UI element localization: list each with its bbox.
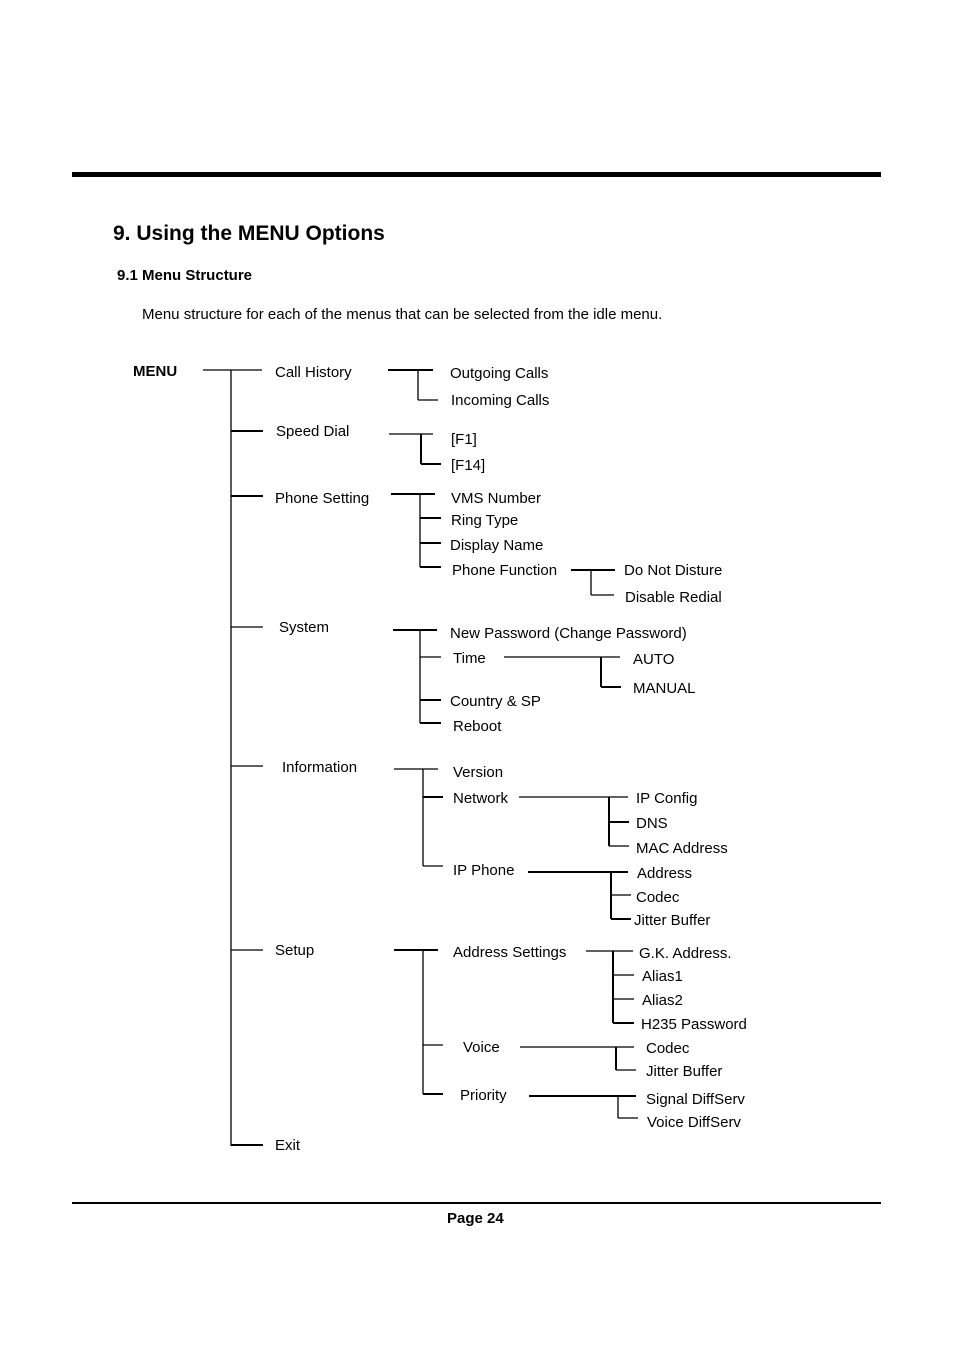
menu-item-vms-number: VMS Number	[451, 490, 542, 507]
menu-item-voice: Voice	[463, 1039, 500, 1056]
menu-item-voice-jitter-buffer: Jitter Buffer	[646, 1063, 723, 1080]
menu-item-alias2: Alias2	[642, 992, 683, 1009]
menu-item-ip-config: IP Config	[636, 790, 698, 807]
menu-item-phone-function: Phone Function	[452, 562, 558, 579]
tree-connectors	[203, 370, 638, 1146]
menu-item-voice-codec: Codec	[646, 1040, 690, 1057]
menu-item-disable-redial: Disable Redial	[625, 589, 722, 606]
menu-item-auto: AUTO	[633, 651, 675, 668]
menu-item-call-history: Call History	[275, 364, 352, 381]
menu-item-incoming-calls: Incoming Calls	[451, 392, 550, 409]
menu-item-gk-address: G.K. Address.	[639, 945, 732, 962]
menu-item-ip-phone-jitter-buffer: Jitter Buffer	[634, 912, 711, 929]
menu-item-exit: Exit	[275, 1137, 301, 1154]
intro-paragraph: Menu structure for each of the menus that can be selected from the idle menu.	[142, 306, 663, 323]
menu-item-voice-diffserv: Voice DiffServ	[647, 1114, 741, 1131]
menu-item-alias1: Alias1	[642, 968, 683, 985]
menu-item-ip-phone-codec: Codec	[636, 889, 680, 906]
menu-item-country-sp: Country & SP	[450, 693, 541, 710]
menu-item-address-settings: Address Settings	[453, 944, 567, 961]
menu-item-priority: Priority	[460, 1087, 507, 1104]
menu-item-network: Network	[453, 790, 509, 807]
menu-item-setup: Setup	[275, 942, 315, 959]
menu-item-speed-dial: Speed Dial	[276, 423, 350, 440]
menu-item-information: Information	[282, 759, 358, 776]
menu-item-display-name: Display Name	[450, 537, 544, 554]
menu-item-address: Address	[637, 865, 693, 882]
section-title: 9. Using the MENU Options	[113, 222, 385, 245]
menu-item-version: Version	[453, 764, 504, 781]
footer-rule	[72, 1202, 881, 1204]
menu-root-label: MENU	[133, 363, 178, 380]
menu-item-ring-type: Ring Type	[451, 512, 519, 529]
menu-item-dns: DNS	[636, 815, 668, 832]
page-number: Page 24	[447, 1210, 504, 1227]
menu-item-mac-address: MAC Address	[636, 840, 728, 857]
menu-item-f14: [F14]	[451, 457, 486, 474]
menu-item-ip-phone: IP Phone	[453, 862, 515, 879]
menu-item-manual: MANUAL	[633, 680, 696, 697]
menu-item-system: System	[279, 619, 330, 636]
menu-item-phone-setting: Phone Setting	[275, 490, 370, 507]
menu-item-reboot: Reboot	[453, 718, 502, 735]
menu-item-f1: [F1]	[451, 431, 477, 448]
menu-item-new-password: New Password (Change Password)	[450, 625, 687, 642]
menu-item-outgoing-calls: Outgoing Calls	[450, 365, 549, 382]
menu-item-do-not-disturb: Do Not Disture	[624, 562, 723, 579]
menu-item-signal-diffserv: Signal DiffServ	[646, 1091, 745, 1108]
subsection-title: 9.1 Menu Structure	[117, 267, 253, 284]
menu-item-time: Time	[453, 650, 486, 667]
menu-item-h235-password: H235 Password	[641, 1016, 747, 1033]
